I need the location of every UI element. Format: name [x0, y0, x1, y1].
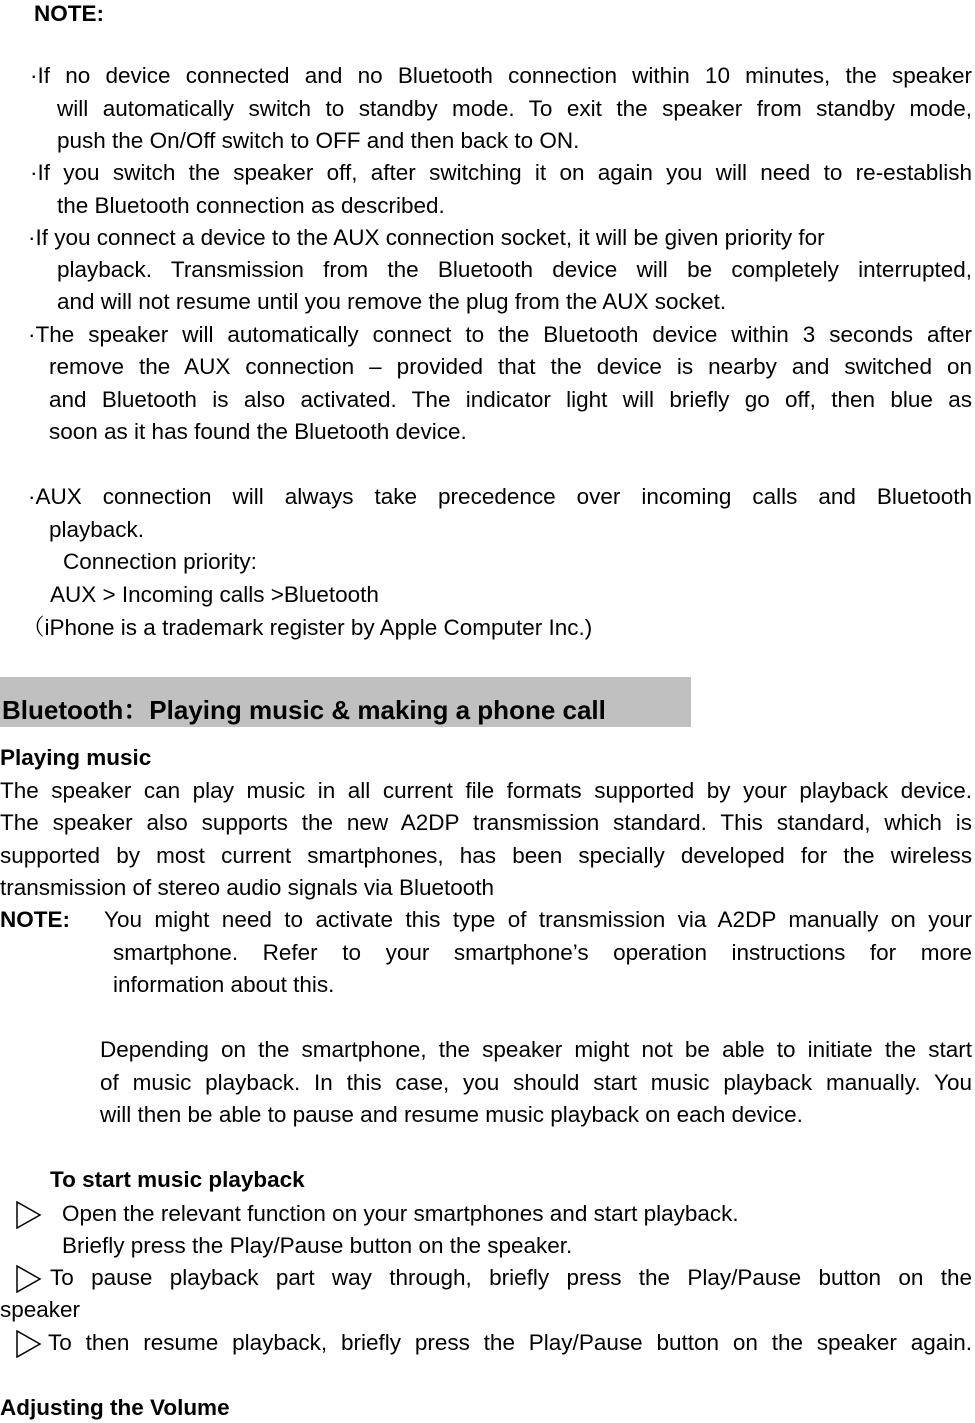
- body-line: supported by most current smartphones, has been specially developed for the wireless: [0, 843, 972, 868]
- note-text-line: smartphone. Refer to your smartphone’s operation instructions for more: [113, 940, 972, 965]
- note-line: remove the AUX connection – provided that the device is nearby and switched on: [49, 354, 972, 379]
- triangle-bullet-icon: [15, 1330, 43, 1358]
- note-title: NOTE:: [34, 1, 104, 26]
- step-line: To pause playback part way through, briefly press the Play/Pause button on the: [50, 1265, 972, 1290]
- note-line: will automatically switch to standby mode. To exit the speaker from standby mode,: [57, 96, 972, 121]
- body-line: of music playback. In this case, you should start music playback manually. You: [100, 1070, 972, 1095]
- body-line: The speaker also supports the new A2DP transmission standard. This standard, which is: [0, 810, 972, 835]
- section-heading: Bluetooth：Playing music & making a phone call: [2, 695, 606, 725]
- adjusting-volume-title: Adjusting the Volume: [0, 1395, 230, 1420]
- body-line: transmission of stereo audio signals via Bluetooth: [0, 875, 495, 900]
- note-line: push the On/Off switch to OFF and then back to ON.: [57, 128, 580, 153]
- start-playback-title: To start music playback: [50, 1167, 305, 1192]
- note-line: ·If you connect a device to the AUX connection socket, it will be given priority for: [28, 225, 825, 250]
- triangle-bullet-icon: [15, 1201, 43, 1229]
- note-line: ·AUX connection will always take precedence over incoming calls and Bluetooth: [28, 484, 972, 509]
- body-line: Depending on the smartphone, the speaker might not be able to initiate the start: [100, 1037, 972, 1062]
- step-line: Briefly press the Play/Pause button on the speaker.: [62, 1233, 573, 1258]
- note-label: NOTE:: [0, 907, 70, 932]
- note-line: playback. Transmission from the Bluetooth device will be completely interrupted,: [57, 257, 972, 282]
- note-line: the Bluetooth connection as described.: [57, 193, 445, 218]
- note-line: （iPhone is a trademark register by Apple Computer Inc.): [22, 615, 593, 640]
- note-line: and will not resume until you remove the plug from the AUX socket.: [57, 289, 727, 314]
- note-line: playback.: [49, 517, 145, 542]
- body-line: The speaker can play music in all current file formats supported by your playback device.: [0, 778, 972, 803]
- playing-music-title: Playing music: [0, 745, 152, 770]
- note-line: Connection priority:: [63, 549, 257, 574]
- note-line: soon as it has found the Bluetooth device.: [49, 419, 467, 444]
- note-text-line: You might need to activate this type of transmission via A2DP manually on your: [104, 907, 972, 932]
- triangle-bullet-icon: [15, 1265, 43, 1293]
- step-line: Open the relevant function on your smartphones and start playback.: [62, 1201, 739, 1226]
- note-text-line: information about this.: [113, 972, 335, 997]
- body-line: will then be able to pause and resume music playback on each device.: [100, 1102, 803, 1127]
- step-line: speaker: [0, 1297, 81, 1322]
- step-line: To then resume playback, briefly press the Play/Pause button on the speaker again.: [48, 1330, 972, 1355]
- note-line: AUX > Incoming calls >Bluetooth: [50, 582, 379, 607]
- note-line: and Bluetooth is also activated. The indicator light will briefly go off, then blue as: [49, 387, 972, 412]
- note-line: ·The speaker will automatically connect to the Bluetooth device within 3 seconds after: [28, 322, 972, 347]
- note-line: ·If no device connected and no Bluetooth connection within 10 minutes, the speaker: [30, 63, 972, 88]
- note-line: ·If you switch the speaker off, after switching it on again you will need to re-establish: [30, 160, 972, 185]
